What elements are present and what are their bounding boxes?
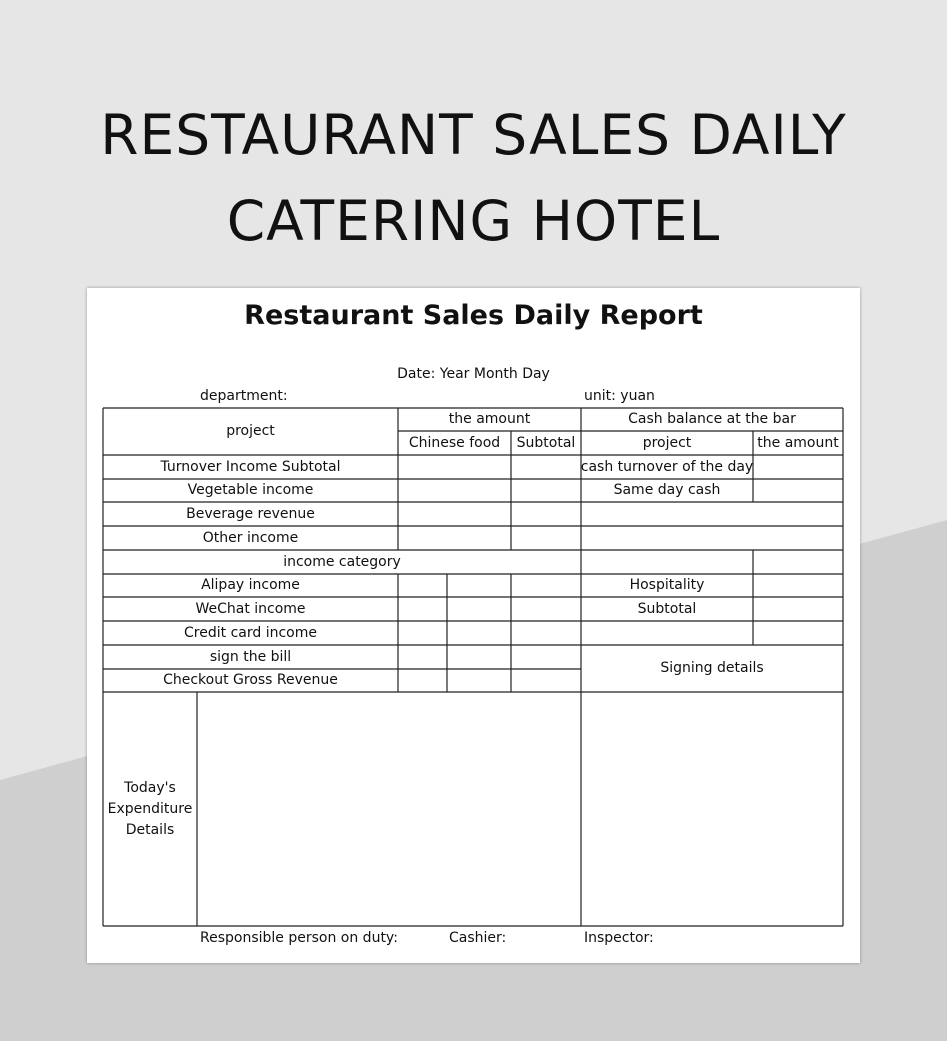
row-alipay-income: Alipay income: [201, 577, 300, 593]
row-beverage-revenue: Beverage revenue: [186, 505, 315, 522]
chinese-food-header: Chinese food: [408, 434, 501, 451]
row-right-subtotal: Subtotal: [637, 600, 697, 617]
cashier-label: Cashier:: [449, 930, 507, 946]
row-wechat-income: WeChat income: [195, 600, 306, 617]
row-turnover-income-subtotal: Turnover Income Subtotal: [160, 458, 341, 475]
amount-header: the amount: [448, 411, 531, 427]
date-label: Date: Year Month Day: [397, 366, 550, 382]
row-income-category: income category: [283, 553, 401, 570]
inspector-label: Inspector:: [584, 930, 654, 946]
row-cash-turnover: cash turnover of the day: [580, 458, 754, 475]
right-project-header: project: [642, 434, 692, 451]
expenditure-label: [103, 692, 197, 926]
row-sign-the-bill: sign the bill: [209, 648, 292, 665]
row-other-income: Other income: [202, 529, 299, 546]
unit-label: unit: yuan: [584, 388, 655, 404]
subtotal-header: Subtotal: [516, 434, 576, 451]
expenditure-line-1: Today's: [124, 779, 176, 796]
row-credit-card-income: Credit card income: [184, 624, 317, 641]
department-label: department:: [200, 388, 288, 404]
expenditure-line-2: Expenditure: [107, 800, 193, 817]
row-vegetable-income: Vegetable income: [187, 482, 314, 498]
responsible-label: Responsible person on duty:: [200, 930, 398, 946]
right-amount-header: the amount: [757, 434, 839, 451]
row-hospitality: Hospitality: [629, 577, 705, 593]
report-title: Restaurant Sales Daily Report: [244, 300, 703, 331]
expenditure-line-3: Details: [125, 821, 175, 838]
row-checkout-gross-revenue: Checkout Gross Revenue: [163, 672, 338, 688]
cash-balance-header: Cash balance at the bar: [628, 411, 796, 427]
headline-line-1: RESTAURANT SALES DAILY: [100, 103, 847, 167]
row-signing-details: Signing details: [660, 660, 764, 676]
headline-line-2: CATERING HOTEL: [226, 189, 721, 253]
project-header: project: [226, 423, 275, 439]
row-same-day-cash: Same day cash: [613, 482, 721, 498]
